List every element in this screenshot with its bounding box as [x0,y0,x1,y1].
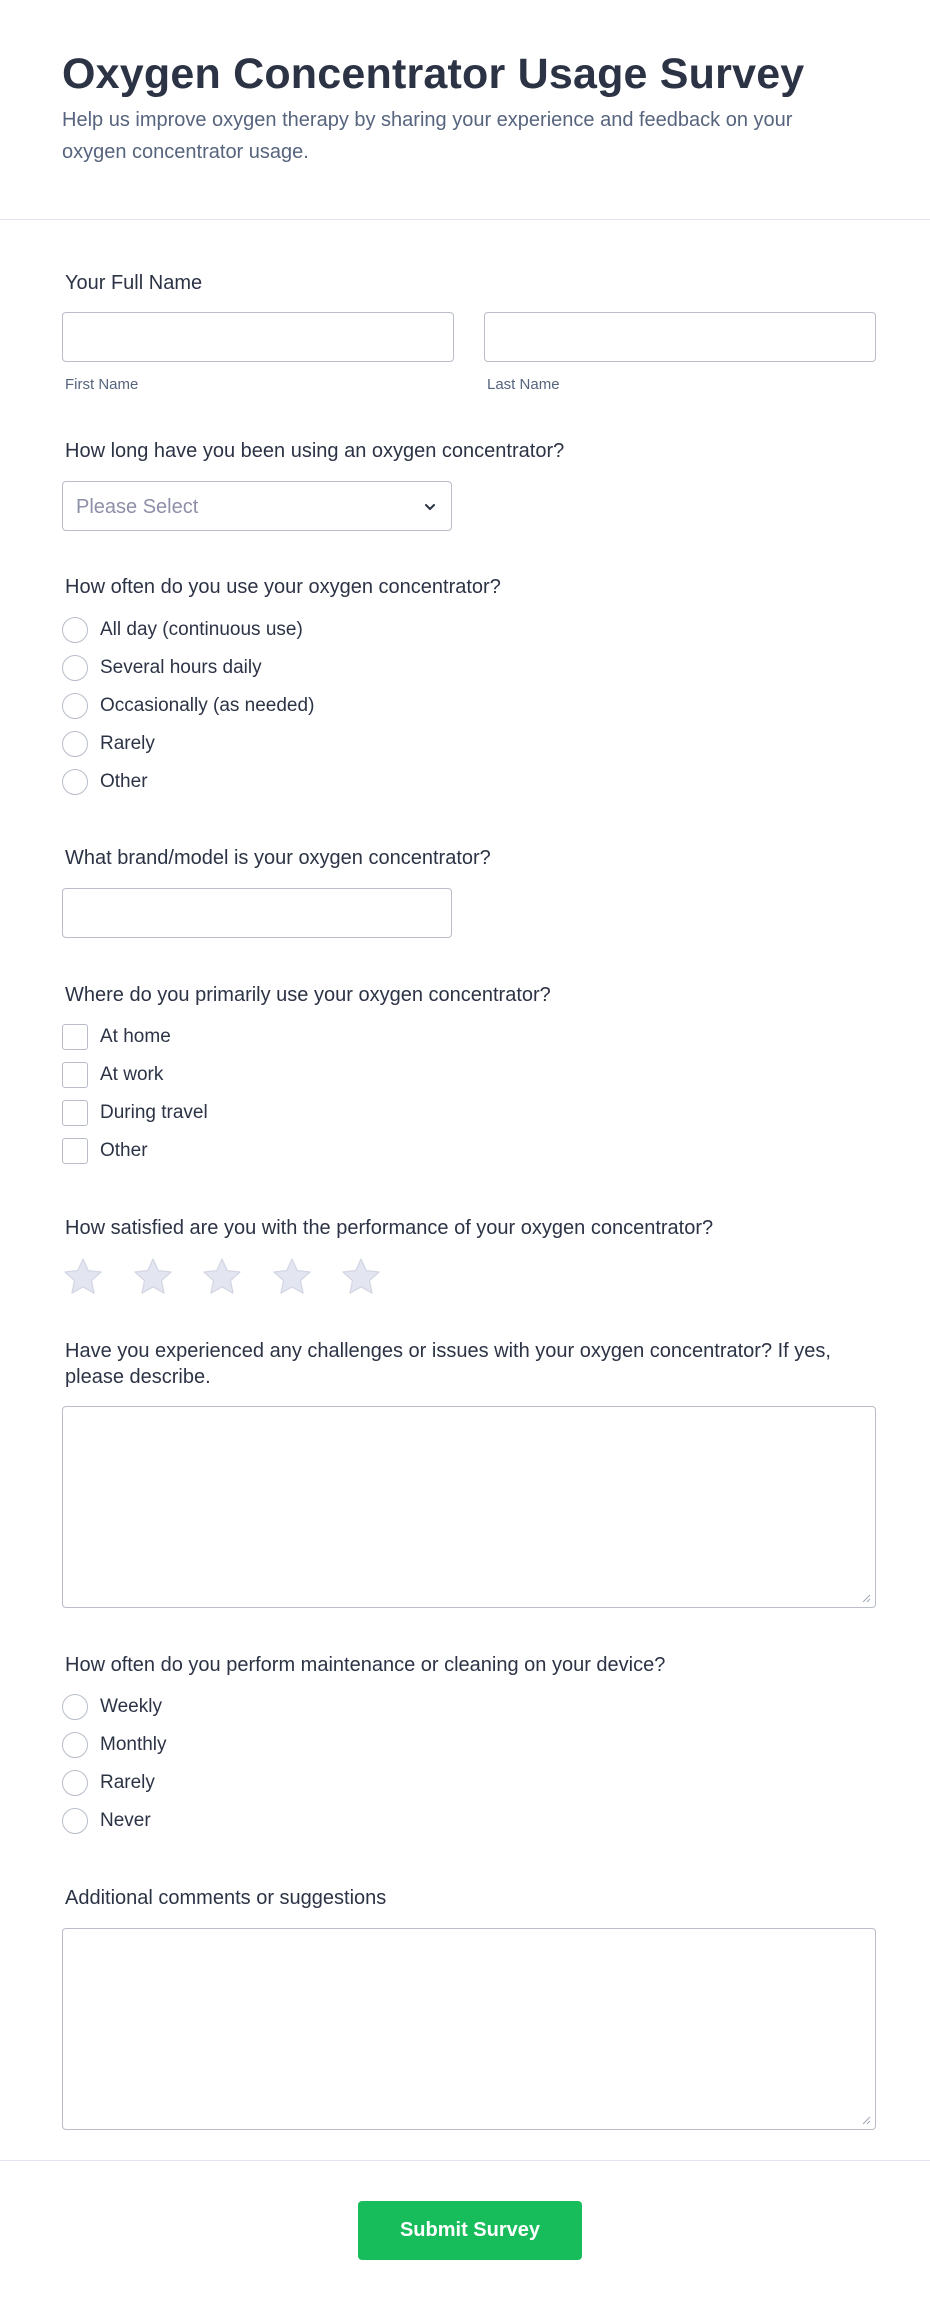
form-header [0,0,930,220]
chevron-down-icon [421,498,439,516]
location-checkbox[interactable] [62,1024,88,1050]
frequency-radio[interactable] [62,617,88,643]
location-checkbox[interactable] [62,1062,88,1088]
first-name-sublabel: First Name [65,376,139,393]
maintenance-option-label: Rarely [100,1772,155,1793]
form-footer [0,2160,930,2309]
maintenance-radio[interactable] [62,1770,88,1796]
duration-label: How long have you been using an oxygen concentrator? [65,440,565,462]
brand-label: What brand/model is your oxygen concentrator? [65,847,491,869]
challenges-textarea[interactable] [62,1406,876,1608]
location-option-label: Other [100,1140,148,1161]
maintenance-radio[interactable] [62,1732,88,1758]
location-option-label: At work [100,1064,164,1085]
resize-grip-icon[interactable] [861,2115,871,2125]
frequency-option-label: Several hours daily [100,657,262,678]
location-checkbox[interactable] [62,1100,88,1126]
frequency-radio[interactable] [62,693,88,719]
star-icon[interactable] [62,1256,104,1298]
frequency-option-label: Other [100,771,148,792]
maintenance-option-label: Weekly [100,1696,162,1717]
frequency-option-label: Occasionally (as needed) [100,695,315,716]
location-option-label: During travel [100,1102,208,1123]
maintenance-option-label: Monthly [100,1734,167,1755]
star-icon[interactable] [340,1256,382,1298]
comments-textarea[interactable] [62,1928,876,2130]
star-icon[interactable] [132,1256,174,1298]
challenges-label: Have you experienced any challenges or issues with your oxygen concentrator? If yes, please describe. [65,1340,831,1388]
location-label: Where do you primarily use your oxygen concentrator? [65,984,551,1006]
brand-input[interactable] [62,888,452,938]
frequency-radio[interactable] [62,655,88,681]
last-name-input[interactable] [484,312,876,362]
maintenance-radio[interactable] [62,1694,88,1720]
location-option-label: At home [100,1026,171,1047]
duration-select[interactable] [62,481,452,531]
page-subtitle: Help us improve oxygen therapy by sharing your experience and feedback on your oxygen concentrator usage. [62,109,793,163]
maintenance-radio[interactable] [62,1808,88,1834]
star-icon[interactable] [271,1256,313,1298]
frequency-option-label: Rarely [100,733,155,754]
comments-label: Additional comments or suggestions [65,1887,387,1909]
frequency-option-label: All day (continuous use) [100,619,303,640]
resize-grip-icon[interactable] [861,1593,871,1603]
submit-button[interactable]: Submit Survey [358,2201,582,2260]
frequency-radio[interactable] [62,769,88,795]
frequency-radio[interactable] [62,731,88,757]
page-title: Oxygen Concentrator Usage Survey [62,50,805,98]
location-checkbox[interactable] [62,1138,88,1164]
frequency-label: How often do you use your oxygen concentrator? [65,576,501,598]
first-name-input[interactable] [62,312,454,362]
duration-select-placeholder: Please Select [76,496,199,518]
satisfaction-label: How satisfied are you with the performance of your oxygen concentrator? [65,1217,714,1239]
maintenance-label: How often do you perform maintenance or cleaning on your device? [65,1654,666,1676]
star-icon[interactable] [201,1256,243,1298]
last-name-sublabel: Last Name [487,376,560,393]
full-name-label: Your Full Name [65,272,203,294]
maintenance-option-label: Never [100,1810,151,1831]
